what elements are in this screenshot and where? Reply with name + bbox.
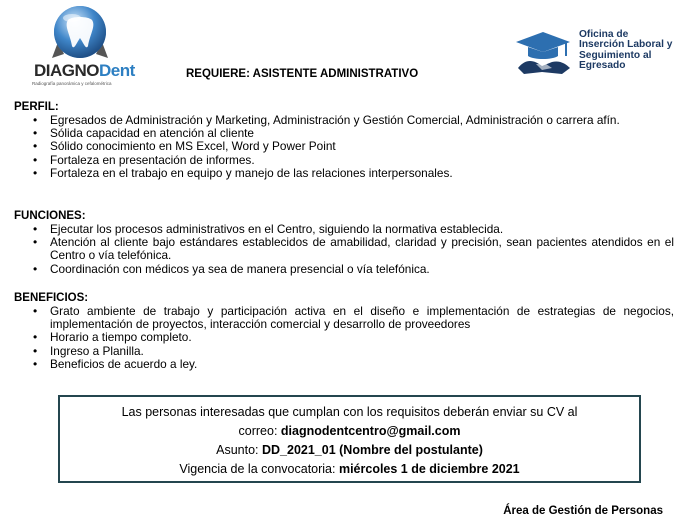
brand-part1: DIAGNO [34,61,99,80]
oficina-line: Seguimiento al [579,49,652,61]
perfil-list [14,114,674,180]
list-item: • Beneficios de acuerdo a ley. [50,358,674,371]
funciones-section [14,210,674,276]
page-title: REQUIERE: ASISTENTE ADMINISTRATIVO [186,68,419,80]
contact-box [58,395,641,483]
list-item: • Sólido conocimiento en MS Excel, Word y Power Point [50,140,674,153]
deadline-value: miércoles 1 de diciembre 2021 [338,462,520,476]
funciones-title: FUNCIONES: [14,210,86,222]
diagnodent-logo [30,4,135,86]
list-item: • Horario a tiempo completo. [50,331,674,344]
list-item: • Atención al cliente bajo estándares establecidos de amabilidad, claridad y precisión, sean pacientes atendidos en el Centro o vía telefónica. [50,236,674,262]
email-link[interactable]: diagnodentcentro@gmail.com [280,424,461,438]
list-item: • Coordinación con médicos ya sea de manera presencial o vía telefónica. [50,263,674,276]
list-item: • Ingreso a Planilla. [50,345,674,358]
contact-email-line [60,422,639,441]
list-item: • Fortaleza en el trabajo en equipo y manejo de las relaciones interpersonales. [50,167,674,180]
list-item: • Ejecutar los procesos administrativos en el Centro, siguiendo la normativa establecida. [50,223,674,236]
beneficios-title: BENEFICIOS: [14,292,89,304]
contact-line1: Las personas interesadas que cumplan con los requisitos deberán enviar su CV al [121,405,578,419]
beneficios-section [14,292,674,371]
list-item: • Fortaleza en presentación de informes. [50,154,674,167]
contact-deadline-line [60,460,639,479]
brand-name [34,61,135,81]
brand-tagline: Radiografía panorámica y cefalométrica [32,81,112,86]
beneficios-list [14,305,674,371]
tooth-globe-icon [30,4,130,64]
list-item: • Sólida capacidad en atención al cliente [50,127,674,140]
perfil-section [14,101,674,180]
subject-value: DD_2021_01 (Nombre del postulante) [261,443,483,457]
oficina-line: Egresado [579,60,626,72]
list-item: • Egresados de Administración y Marketing, Administración y Gestión Comercial, Administración o carrera afín. [50,114,674,127]
funciones-list [14,223,674,276]
oficina-insercion-logo [512,24,682,80]
graduation-handshake-icon [512,28,574,78]
contact-subject-line [60,441,639,460]
oficina-line: Oficina de [579,29,629,40]
subject-prefix: Asunto: [216,443,262,457]
email-prefix: correo: [238,424,281,438]
list-item: • Grato ambiente de trabajo y participación activa en el diseño e implementación de estrategias de negocios, implementación de proyectos, interacción comercial y desarrollo de proveedores [50,305,674,331]
perfil-title: PERFIL: [14,101,59,113]
deadline-prefix: Vigencia de la convocatoria: [179,462,339,476]
brand-part2: Dent [99,61,135,80]
footer-department: Área de Gestión de Personas [503,505,663,517]
oficina-line: Inserción Laboral y [579,39,673,51]
oficina-text [579,30,672,72]
